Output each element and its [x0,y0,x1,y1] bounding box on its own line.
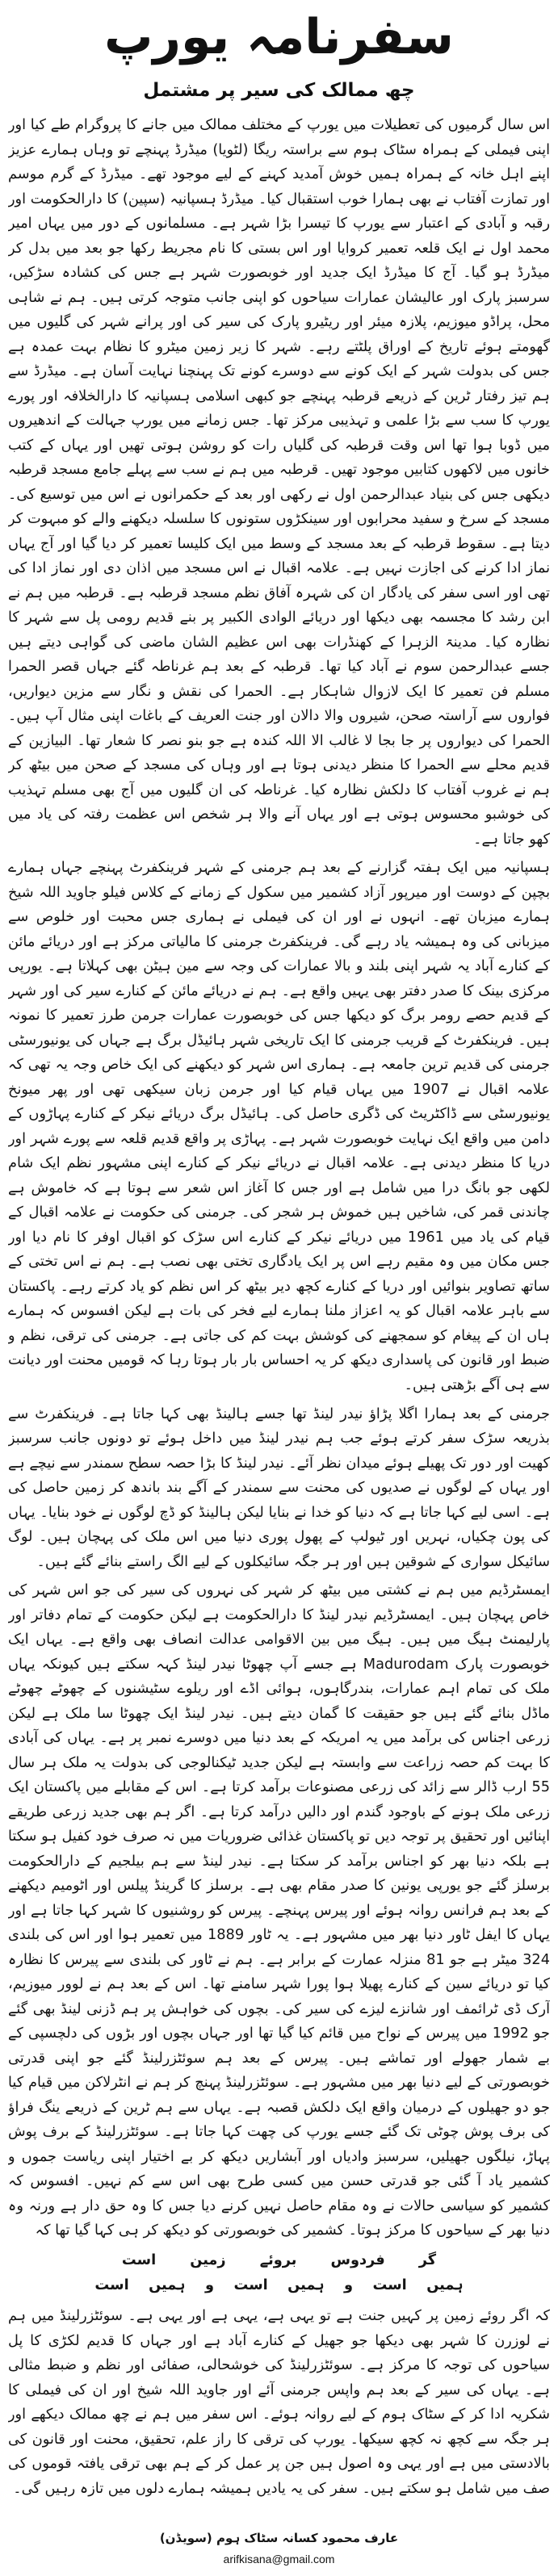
verse-line-2 [8,2273,550,2298]
verse-word: است [372,2277,407,2293]
verse-word: است [121,2252,157,2269]
verse-line-1 [8,2248,550,2273]
body-paragraph: ہسپانیہ میں ایک ہفتہ گزارنے کے بعد ہم جرمنی کے شہر فرینکفرٹ پہنچے جہاں ہمارے بچپن کے دوست اور میرپور آزاد کشمیر میں سکول کے زمانے کے کلاس فیلو جاوید اللہ شیخ ہمارے میزبان تھے۔ انہوں نے اور ان کی فیملی نے ہماری جس محبت اور خلوص سے میزبانی کی وہ ہمیشہ یاد رہے گی۔ فرینکفرٹ جرمنی کا مالیاتی مرکز ہے اور دریائے مائن کے کنارے آباد یہ شہر اپنی بلند و بالا عمارات کی وجہ سے مین ہیٹن بھی کہلاتا ہے۔ یورپی مرکزی بینک کا صدر دفتر بھی یہیں واقع ہے۔ ہم نے دریائے مائن کے کنارے سیر کی اور شہر کے قدیم حصے رومر برگ کو دیکھا جس کی خوبصورت عمارات جرمن طرز تعمیر کا نمونہ ہیں۔ فرینکفرٹ کے قریب جرمنی کا ایک تاریخی شہر ہائیڈل برگ ہے جہاں کی یونیورسٹی جرمنی کی قدیم ترین جامعہ ہے۔ ہماری اس شہر کو دیکھنے کی ایک خاص وجہ یہ تھی کہ علامہ اقبال نے 1907 میں یہاں قیام کیا اور جرمن زبان سیکھی تھی اور پھر میونخ یونیورسٹی سے ڈاکٹریٹ کی ڈگری حاصل کی۔ ہائیڈل برگ دریائے نیکر کے کنارے پہاڑوں کے دامن میں واقع ایک نہایت خوبصورت شہر ہے۔ پہاڑی پر واقع قدیم قلعہ سے پورے شہر اور دریا کا منظر دیدنی ہے۔ علامہ اقبال نے دریائے نیکر کے کنارے اپنی مشہور نظم ایک شام لکھی جو بانگ درا میں شامل ہے اور جس کا آغاز اس شعر سے ہوتا ہے کہ خاموش ہے چاندنی قمر کی، شاخیں ہیں خموش ہر شجر کی۔ جرمنی کی حکومت نے علامہ اقبال کے قیام کی یاد میں 1961 میں دریائے نیکر کے کنارے اس سڑک کو اقبال اوفر کا نام دیا اور جس مکان میں وہ مقیم رہے اس پر ایک یادگاری تختی بھی نصب ہے۔ ہم نے اس تختی کے ساتھ تصاویر بنوائیں اور دریا کے کنارے کچھ دیر بیٹھ کر اس نظم کو یاد کرتے رہے۔ پاکستان سے باہر علامہ اقبال کو یہ اعزاز ملنا ہمارے لیے فخر کی بات ہے لیکن افسوس کہ ہمارے ہاں ان کے پیغام کو سمجھنے کی کوشش بہت کم کی جاتی ہے۔ جرمنی کی ترقی، نظم و ضبط اور قانون کی پاسداری دیکھ کر یہ احساس بار بار ہوتا رہا کہ قومیں محنت اور دیانت سے ہی آگے بڑھتی ہیں۔ [8,860,550,1393]
column-footer [0,2526,558,2576]
author-byline: عارف محمود کسانہ سٹاک ہوم (سویڈن) [159,2531,399,2545]
body-paragraph: ایمسٹرڈیم میں ہم نے کشتی میں بیٹھ کر شہر کی نہروں کی سیر کی جو اس شہر کی خاص پہچان ہیں۔ ایمسٹرڈیم نیدر لینڈ کا دارالحکومت ہے لیکن حکومت کے تمام دفاتر اور پارلیمنٹ ہیگ میں ہیں۔ ہیگ میں بین الاقوامی عدالت انصاف بھی واقع ہے۔ یہاں ایک خوبصورت پارک Madurodam ہے جسے آپ چھوٹا نیدر لینڈ کہہ سکتے ہیں کیونکہ یہاں ملک کی تمام اہم عمارات، بندرگاہوں، ہوائی اڈے اور ریلوے سٹیشنوں کے چھوٹے چھوٹے ماڈل بنائے گئے ہیں جو حقیقت کا گمان دیتے ہیں۔ نیدر لینڈ ایک چھوٹا سا ملک ہے لیکن زرعی اجناس کی برآمد میں یہ امریکہ کے بعد دنیا میں دوسرے نمبر پر ہے۔ یہاں کی آبادی کا بہت کم حصہ زراعت سے وابستہ ہے لیکن جدید ٹیکنالوجی کی بدولت یہ ملک ہر سال 55 ارب ڈالر سے زائد کی زرعی مصنوعات برآمد کرتا ہے۔ اس کے مقابلے میں پاکستان ایک زرعی ملک ہونے کے باوجود گندم اور دالیں درآمد کرتا ہے۔ اگر ہم بھی جدید زرعی طریقے اپنائیں اور تحقیق پر توجہ دیں تو پاکستان غذائی ضروریات میں نہ صرف خود کفیل ہو سکتا ہے بلکہ دنیا بھر کو اجناس برآمد کر سکتا ہے۔ نیدر لینڈ سے ہم بیلجیم کے دارالحکومت برسلز گئے جو یورپی یونین کا صدر مقام بھی ہے۔ برسلز کا گرینڈ پیلس اور اٹومیم دیکھنے کے بعد ہم فرانس روانہ ہوئے اور پیرس پہنچے۔ پیرس کو روشنیوں کا شہر کہا جاتا ہے اور یہاں کا ایفل ٹاور دنیا بھر میں مشہور ہے۔ یہ ٹاور 1889 میں تعمیر ہوا اور اس کی بلندی 324 میٹر ہے جو 81 منزلہ عمارت کے برابر ہے۔ ہم نے ٹاور کی بلندی سے پیرس کا نظارہ کیا تو دریائے سین کے کنارے پھیلا ہوا پورا شہر سامنے تھا۔ اس کے بعد ہم نے لوور میوزیم، آرک ڈی ٹرائمف اور شانزے لیزے کی سیر کی۔ بچوں کی خواہش پر ہم ڈزنی لینڈ بھی گئے جو 1992 میں پیرس کے نواح میں قائم کیا گیا تھا اور جہاں بچوں اور بڑوں کی دلچسپی کے بے شمار جھولے اور تماشے ہیں۔ پیرس کے بعد ہم سوئٹزرلینڈ گئے جو اپنی قدرتی خوبصورتی کے لیے دنیا بھر میں مشہور ہے۔ سوئٹزرلینڈ پہنچ کر ہم نے انٹرلاکن میں قیام کیا جو دو جھیلوں کے درمیان واقع ایک دلکش قصبہ ہے۔ یہاں سے ہم ٹرین کے ذریعے ینگ فراؤ کی برف پوش چوٹی تک گئے جسے یورپ کی چھت کہا جاتا ہے۔ سوئٹزرلینڈ کے برف پوش پہاڑ، نیلگوں جھیلیں، سرسبز وادیاں اور آبشاریں دیکھ کر بے اختیار اپنی ریاست جموں و کشمیر یاد آ گئی جو قدرتی حسن میں کسی طرح بھی اس سے کم نہیں۔ افسوس کہ کشمیر کو سیاسی حالات نے وہ مقام حاصل نہیں کرنے دیا جس کا وہ حق دار ہے ورنہ وہ دنیا بھر کے سیاحوں کا مرکز ہوتا۔ کشمیر کی خوبصورتی کو دیکھ کر ہی کہا گیا تھا کہ [8,1582,550,2239]
verse-word: زمین [190,2252,226,2269]
column-header [0,0,558,111]
verse-word: فردوس [330,2252,385,2269]
verse-word: ہمیں [287,2277,325,2293]
column-subtitle: چھ ممالک کی سیر پر مشتمل [143,80,415,101]
column-body [8,113,550,2524]
body-paragraph: اس سال گرمیوں کی تعطیلات میں یورپ کے مختلف ممالک میں جانے کا پروگرام طے کیا اور اپنی فیملی کے ہمراہ سٹاک ہوم سے براستہ ریگا (لٹویا) میڈرڈ پہنچے تو وہاں ہمارے عزیز اپنے اہل خانہ کے ہمراہ ہمیں خوش آمدید کہنے کے لیے موجود تھے۔ میڈرڈ کے گرم موسم اور تمازت آفتاب نے بھی ہمارا خوب استقبال کیا۔ میڈرڈ ہسپانیہ (سپین) کا دارالحکومت اور رقبہ و آبادی کے اعتبار سے یورپ کا تیسرا بڑا شہر ہے۔ مسلمانوں کے دور میں یہاں امیر محمد اول نے ایک قلعہ تعمیر کروایا اور اس بستی کا نام مجریط رکھا جو بعد میں بدل کر میڈرڈ ہو گیا۔ آج کا میڈرڈ ایک جدید اور خوبصورت شہر ہے جس کی کشادہ سڑکیں، سرسبز پارک اور عالیشان عمارات سیاحوں کو اپنی جانب متوجہ کرتی ہیں۔ ہم نے شاہی محل، پراڈو میوزیم، پلازہ میئر اور ریٹیرو پارک کی سیر کی اور پرانے شہر کی گلیوں میں گھومتے ہوئے تاریخ کے اوراق پلٹتے رہے۔ شہر کا زیر زمین میٹرو کا نظام بہت عمدہ ہے جس کی بدولت شہر کے ایک کونے سے دوسرے کونے تک پہنچنا نہایت آسان ہے۔ میڈرڈ سے ہم تیز رفتار ٹرین کے ذریعے قرطبہ پہنچے جو کبھی اسلامی ہسپانیہ کا دارالخلافہ اور پورے یورپ کا سب سے بڑا علمی و تہذیبی مرکز تھا۔ جس زمانے میں یورپ جہالت کے اندھیروں میں ڈوبا ہوا تھا اس وقت قرطبہ کی گلیاں رات کو روشن ہوتی تھیں اور یہاں کے کتب خانوں میں لاکھوں کتابیں موجود تھیں۔ قرطبہ میں ہم نے سب سے پہلے جامع مسجد قرطبہ دیکھی جس کی بنیاد عبدالرحمن اول نے رکھی اور بعد کے حکمرانوں نے اس میں توسیع کی۔ مسجد کے سرخ و سفید محرابوں اور سینکڑوں ستونوں کا سلسلہ دیکھنے والے کو مبہوت کر دیتا ہے۔ سقوط قرطبہ کے بعد مسجد کے وسط میں ایک کلیسا تعمیر کر دیا گیا اور آج یہاں نماز ادا کرنے کی اجازت نہیں ہے۔ علامہ اقبال نے اس مسجد میں اذان دی اور نماز ادا کی تھی اور اسی سفر کی یادگار ان کی شہرہ آفاق نظم مسجد قرطبہ ہے۔ قرطبہ میں ہم نے ابن رشد کا مجسمہ بھی دیکھا اور دریائے الوادی الکبیر پر بنے قدیم رومی پل سے شہر کا نظارہ کیا۔ مدینۃ الزہرا کے کھنڈرات بھی اس عظیم الشان ماضی کی گواہی دیتے ہیں جسے عبدالرحمن سوم نے آباد کیا تھا۔ قرطبہ کے بعد ہم غرناطہ گئے جہاں قصر الحمرا مسلم فن تعمیر کا ایک لازوال شاہکار ہے۔ الحمرا کی نقش و نگار سے مزین دیواریں، فواروں سے آراستہ صحن، شیروں والا دالان اور جنت العریف کے باغات اپنی مثال آپ ہیں۔ الحمرا کی دیواروں پر جا بجا لا غالب الا اللہ کندہ ہے جو بنو نصر کا شعار تھا۔ البیازین کے قدیم محلے سے الحمرا کا منظر دیدنی ہوتا ہے اور وہاں کی مسجد کے صحن میں بیٹھ کر ہم نے غروب آفتاب کا دلکش نظارہ کیا۔ غرناطہ کی ان گلیوں میں آج بھی مسلم تہذیب کی خوشبو محسوس ہوتی ہے اور یہاں آنے والا ہر شخص اس عظمت رفتہ کی یاد میں کھو جاتا ہے۔ [8,117,550,848]
verse-word: است [233,2277,268,2293]
persian-verse [8,2248,550,2297]
verse-word: ہمیں [149,2277,186,2293]
closing-paragraph: کہ اگر روئے زمین پر کہیں جنت ہے تو یہی ہے، یہی ہے اور یہی ہے۔ سوئٹزرلینڈ میں ہم نے لوزرن کا شہر بھی دیکھا جو جھیل کے کنارے آباد ہے اور جہاں کا قدیم لکڑی کا پل سیاحوں کی توجہ کا مرکز ہے۔ سوئٹزرلینڈ کی خوشحالی، صفائی اور نظم و ضبط مثالی ہے۔ یہاں کی سیر کے بعد ہم واپس جرمنی آئے اور جاوید اللہ شیخ اور ان کی فیملی کا شکریہ ادا کر کے سٹاک ہوم کے لیے روانہ ہوئے۔ اس سفر میں ہم نے چھ ممالک دیکھے اور ہر جگہ سے کچھ نہ کچھ سیکھا۔ یورپ کی ترقی کا راز علم، تحقیق، محنت اور قانون کی بالادستی میں ہے اور یہی وہ اصول ہیں جن پر عمل کر کے ہم بھی ترقی یافتہ قوموں کی صف میں شامل ہو سکتے ہیں۔ سفر کی یہ یادیں ہمیشہ ہمارے دلوں میں تازہ رہیں گی۔ [8,2308,550,2497]
verse-word: و [204,2277,214,2293]
body-paragraph: جرمنی کے بعد ہمارا اگلا پڑاؤ نیدر لینڈ تھا جسے ہالینڈ بھی کہا جاتا ہے۔ فرینکفرٹ سے بذریعہ سڑک سفر کرتے ہوئے جب ہم نیدر لینڈ میں داخل ہوئے تو دونوں جانب سرسبز کھیت اور دور تک پھیلے ہوئے میدان نظر آئے۔ نیدر لینڈ کا بڑا حصہ سطح سمندر سے نیچے ہے اور یہاں کے لوگوں نے صدیوں کی محنت سے سمندر کے آگے بند باندھ کر زمین حاصل کی ہے۔ اسی لیے کہا جاتا ہے کہ دنیا کو خدا نے بنایا لیکن ہالینڈ کو ڈچ لوگوں نے خود بنایا۔ یہاں کی پون چکیاں، نہریں اور ٹیولپ کے پھول پوری دنیا میں اس ملک کی پہچان ہیں۔ لوگ سائیکل سواری کے شوقین ہیں اور ہر جگہ سائیکلوں کے لیے الگ راستے بنائے گئے ہیں۔ [8,1405,550,1570]
column-title: سفرنامہ یورپ [104,9,454,65]
verse-word: گر [418,2252,437,2269]
verse-word: بروئے [259,2252,297,2269]
verse-word: ہمیں [426,2277,464,2293]
verse-word: است [94,2277,129,2293]
author-email: arifkisana@gmail.com [223,2553,335,2566]
verse-word: و [344,2277,354,2293]
